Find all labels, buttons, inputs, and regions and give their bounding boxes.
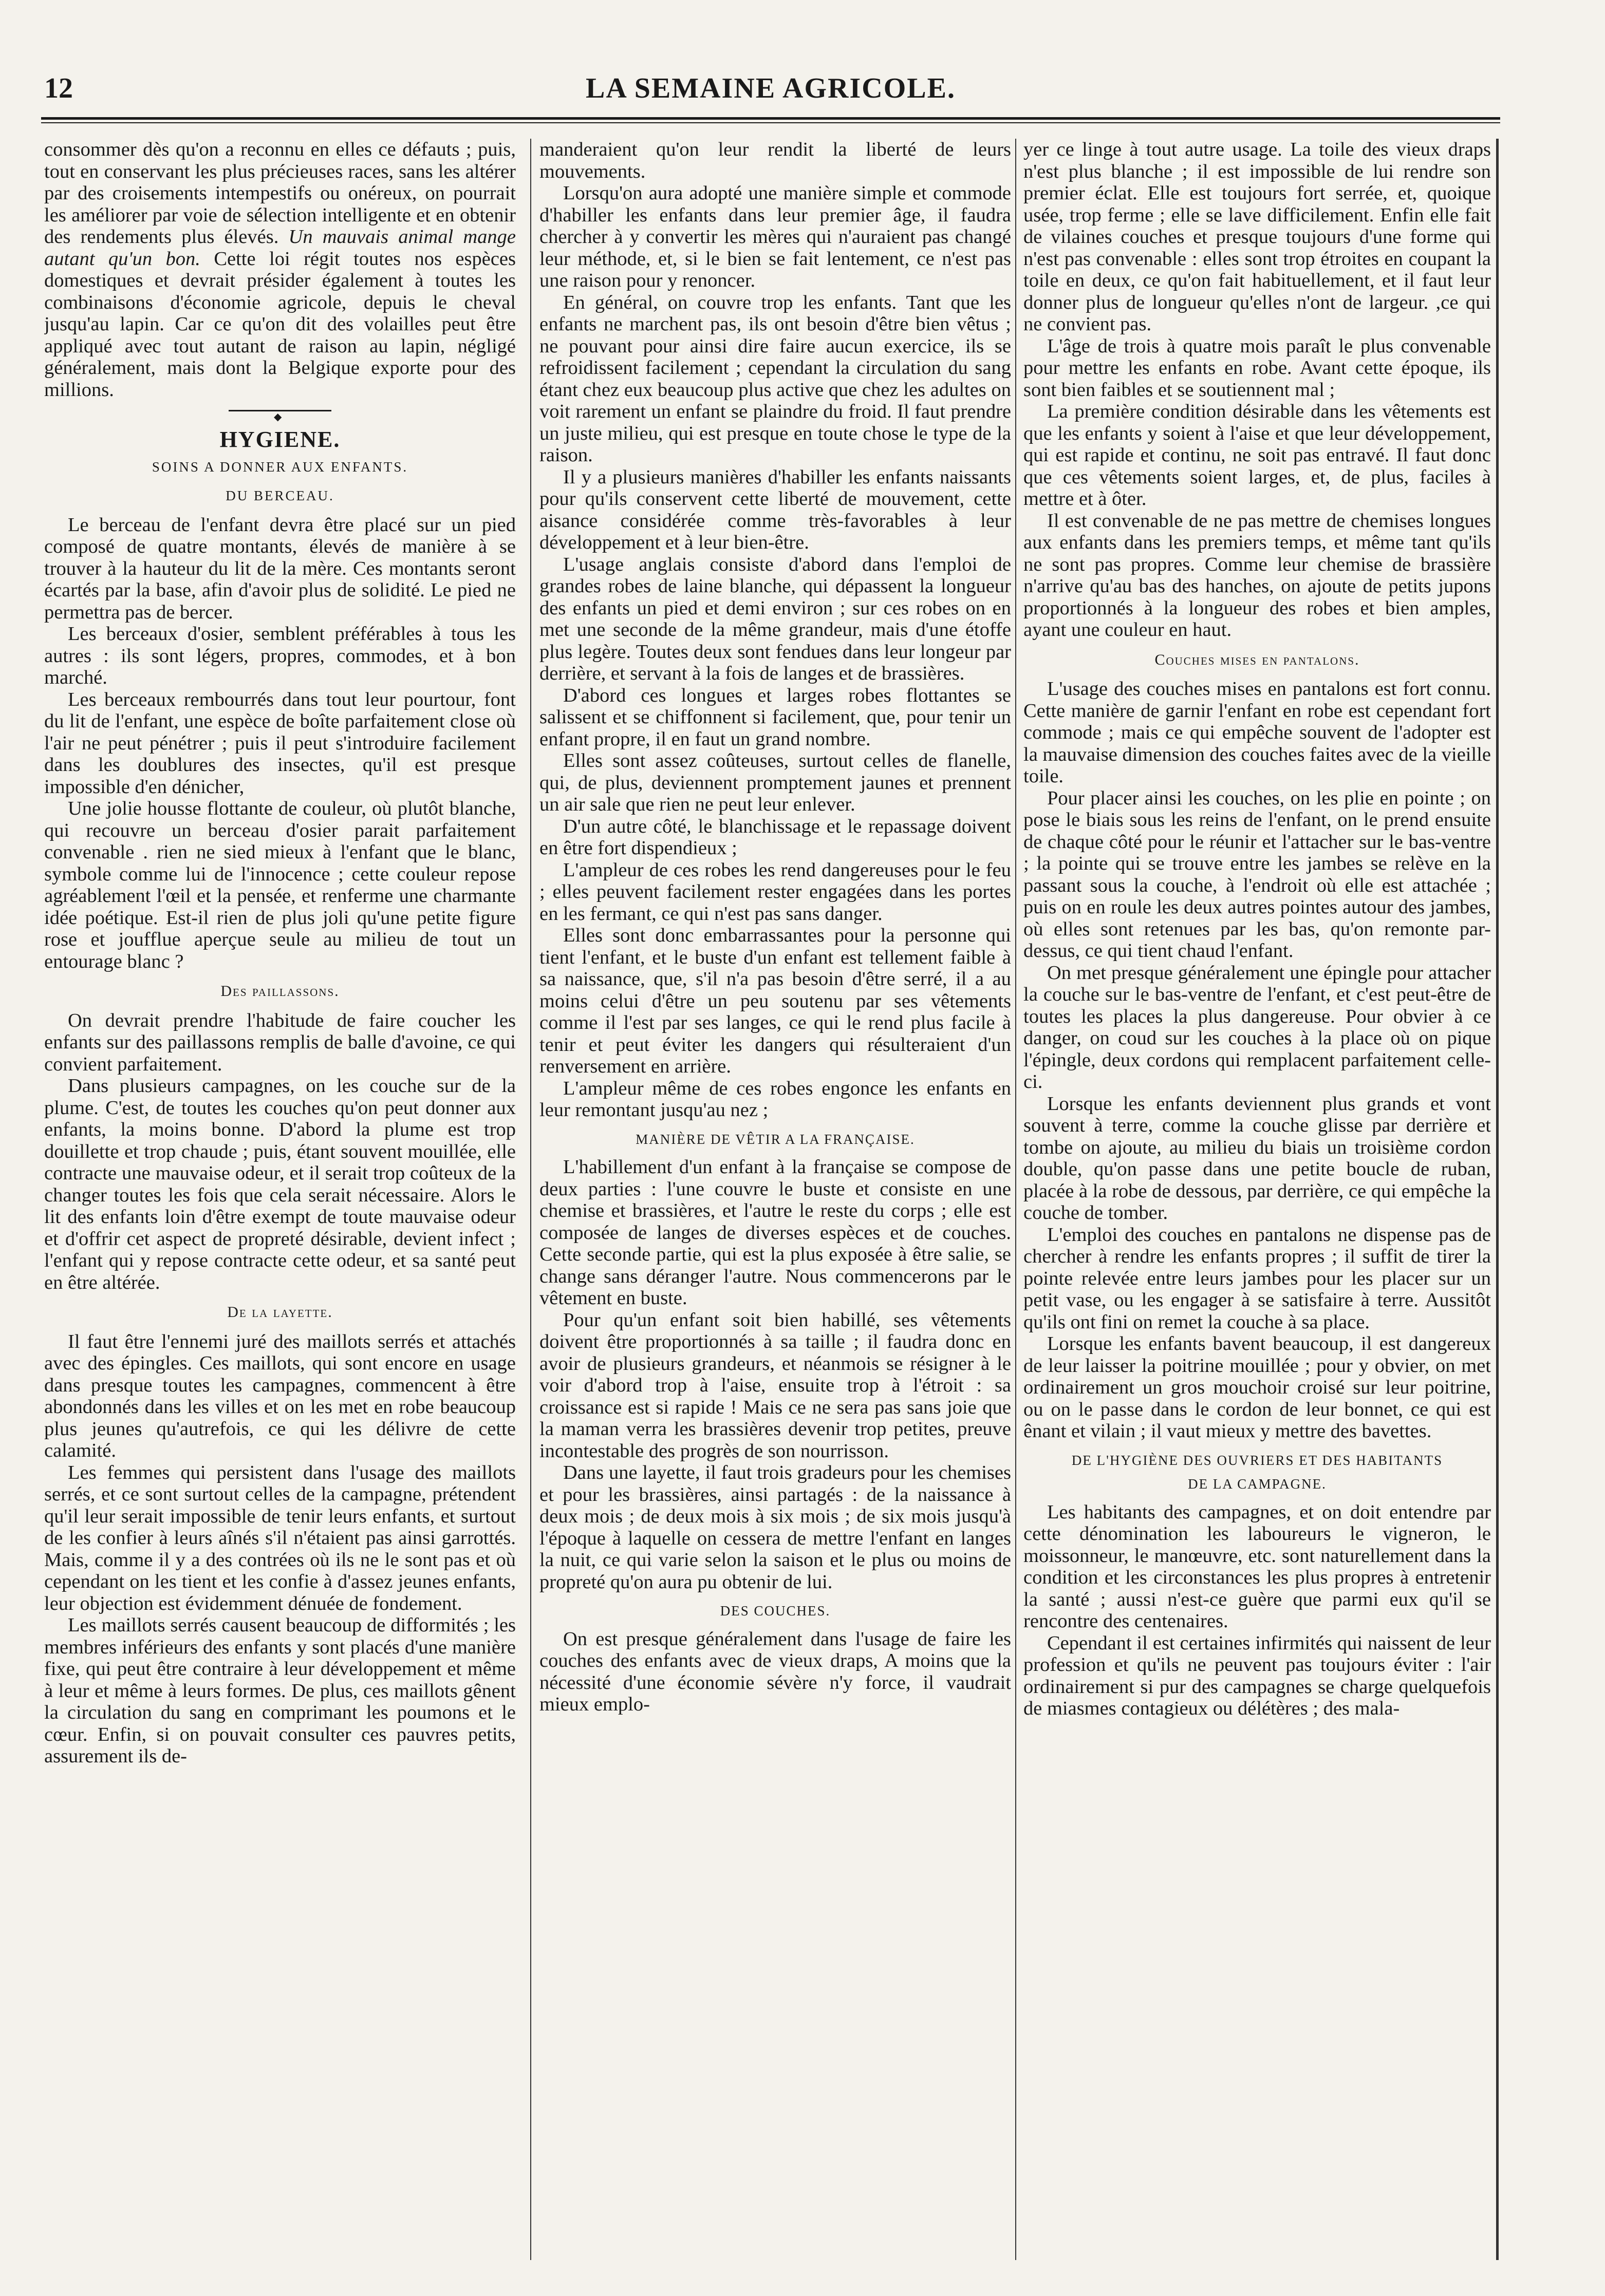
ouvriers-heading-line1: DE L'HYGIÈNE DES OUVRIERS ET DES HABITANTS (1071, 1452, 1443, 1468)
proverb: Un mauvais animal mange autant qu'un bon. (44, 226, 516, 270)
paragraph: D'un autre côté, le blanchissage et le repassage doivent en être fort dispendieux ; (539, 815, 1011, 859)
page-header (41, 72, 1500, 113)
paragraph: L'ampleur même de ces robes engonce les enfants en leur remontant jusqu'au nez ; (539, 1077, 1011, 1121)
paragraph: Cependant il est certaines infirmités qui naissent de leur profession et qu'ils ne peuvent pas toujours éviter : l'air ordinairement si pur des campagnes se charge quelquefois de miasmes contagieux ou délétères ; des mala- (1023, 1632, 1491, 1719)
paragraph: Le berceau de l'enfant devra être placé sur un pied composé de quatre montants, élevés de manière à se trouver à la hauteur du lit de la mère. Ces montants seront écartés par la base, afin d'avoir plus de solidité. Le pied ne permettra pas de bercer. (44, 514, 516, 623)
paragraph: L'habillement d'un enfant à la française se compose de deux parties : l'une couvre le buste et consiste en une chemise et brassières, et l'autre le reste du corps ; elle est composée de langes de diverses espèces et de couches. Cette seconde partie, qui est la plus exposée à être salie, se change sans déranger l'autre. Nous commencerons par le vêtement en buste. (539, 1156, 1011, 1309)
paragraph: D'abord ces longues et larges robes flottantes se salissent et se chiffonnent si facilement, que, pour tenir un enfant propre, il en faut un grand nombre. (539, 684, 1011, 750)
paragraph: Les berceaux rembourrés dans tout leur pourtour, font du lit de l'enfant, une espèce de boîte parfaitement close où l'air ne peut pénétrer ; puis il peut s'introduire facilement dans les doublures des insectes, qu'il est presque impossible d'en dénicher, (44, 688, 516, 798)
column-1 (44, 139, 516, 2270)
masthead-title: LA SEMAINE AGRICOLE. (586, 72, 956, 104)
intro-paragraph: consommer dès qu'on a reconnu en elles ce défauts ; puis, tout en conservant les plus précieuses races, sans les altérer par des croisements intempestifs ou onéreux, on pourrait les améliorer par voie de sélection intelligente et en obtenir des rendements plus élevés. Un mauvais animal mange autant qu'un bon. Cette loi régit toutes nos espèces domestiques et devrait présider également à toutes les combinaisons d'économie agricole, depuis le cheval jusqu'au lapin. Car ce qu'on dit des volailles peut être appliqué avec tout autant de raison au lapin, négligé généralement, mais dont la Belgique exporte pour des millions. (44, 139, 516, 401)
paragraph: Les berceaux d'osier, semblent préférables à tous les autres : ils sont légers, propres, commodes, et à bon marché. (44, 623, 516, 688)
paragraph: Les habitants des campagnes, et on doit entendre par cette dénomination les laboureurs le vigneron, le moissonneur, le manœuvre, etc. sont naturellement dans la condition et les circonstances les plus propres à entretenir la santé ; aussi n'est-ce guère que parmi eux qu'il se rencontre des centenaires. (1023, 1501, 1491, 1632)
page-number: 12 (44, 72, 73, 104)
paragraph: Dans une layette, il faut trois gradeurs pour les chemises et pour les brassières, ainsi partagés : de la naissance à deux mois ; de deux mois à six mois ; de six mois jusqu'à l'époque à laquelle on cessera de mettre l'enfant en langes la nuit, ce qui varie selon la saison et le plus ou moins de propreté qu'on aura pu obtenir de lui. (539, 1462, 1011, 1593)
column-divider-1 (530, 139, 531, 2260)
paragraph: En général, on couvre trop les enfants. Tant que les enfants ne marchent pas, ils ont besoin d'être bien vêtus ; ne pouvant pour ainsi dire faire aucun exercice, ils se refroidissent facilement ; cependant la circulation du sang étant chez eux beaucoup plus active que chez les adultes on voit rarement un enfant se plaindre du froid. Il faut prendre un juste milieu, qui est presque en toute chose le type de la raison. (539, 291, 1011, 466)
paragraph: Pour qu'un enfant soit bien habillé, ses vêtements doivent être proportionnés à sa taille ; il faudra donc en avoir de plusieurs grandeurs, et néanmois se résigner à le voir d'abord trop à l'aise, ensuite trop à l'étroit : sa croissance est si rapide ! Mais ce ne sera pas sans joie que la maman verra les brassières devenir trop petites, preuve incontestable des progrès de son nourrisson. (539, 1309, 1011, 1462)
paragraph: Lorsque les enfants bavent beaucoup, il est dangereux de leur laisser la poitrine mouillée ; pour y obvier, on met ordinairement un gros mouchoir croisé sur leur poitrine, ou on le passe dans le cordon de leur bonnet, ce qui est ênant et vilain ; il vaut mieux y mettre des bavettes. (1023, 1333, 1491, 1442)
paragraph: Il est convenable de ne pas mettre de chemises longues aux enfants dans les premiers temps, et même tant qu'ils ne sont pas propres. Comme leur chemise de brassière n'arrive qu'au bas des hanches, on ajoute de petits jupons proportionnés à la longueur des robes et bien amples, ayant une couleur en haut. (1023, 510, 1491, 641)
paragraph: Les femmes qui persistent dans l'usage des maillots serrés, et ce sont surtout celles de la campagne, prétendent qu'il leur serait impossible de tenir leurs enfants, et surtout de les confier à leurs aînés s'il n'étaient pas ainsi garrottés. Mais, comme il y a des contrées où ils ne le sont pas et où cependant on les tient et les confie à d'assez jeunes enfants, leur objection est évidemment dénuée de fondement. (44, 1461, 516, 1614)
paragraph: Il faut être l'ennemi juré des maillots serrés et attachés avec des épingles. Ces maillots, qui sont encore en usage dans presque toutes les campagnes, commencent à être abondonnés dans les villes et on les met en robe beaucoup plus jeunes qu'autrefois, ce qui les délivre de cette calamité. (44, 1330, 516, 1461)
paragraph: yer ce linge à tout autre usage. La toile des vieux draps n'est plus blanche ; il est impossible de lui rendre son premier éclat. Elle est toujours fort serrée, et, quoique usée, trop ferme ; elle se lave difficilement. Enfin elle fait de vilaines couches et presque toujours d'une forme qui n'est pas convenable : elles sont trop étroites en coupant la toile en deux, ce qu'on fait habituellement, et il faut leur donner plus de longueur qu'elles n'ont de largeur. ,ce qui ne convient pas. (1023, 139, 1491, 335)
paragraph: Elles sont assez coûteuses, surtout celles de flanelle, qui, de plus, deviennent promptement jaunes et prennent un air sale que rien ne peut leur enlever. (539, 750, 1011, 815)
francaise-heading: MANIÈRE DE VÊTIR A LA FRANÇAISE. (636, 1131, 915, 1147)
layette-heading: De la layette. (227, 1304, 333, 1321)
section-separator: ◆ (229, 410, 331, 417)
paragraph: Pour placer ainsi les couches, on les plie en pointe ; on pose le biais sous les reins de l'enfant, on le prend ensuite de chaque côté pour le réunir et l'attacher sur le bas-ventre ; la pointe qui se trouve entre les jambes se relève en la passant sous la couche, à l'endroit où elle est attachée ; puis on en roule les deux autres pointes autour des jambes, où elles sont retenues par les bas, qu'on remonte par-dessus, ce qui tient chaud l'enfant. (1023, 787, 1491, 962)
paillassons-heading: Des paillassons. (220, 983, 340, 1000)
paragraph: L'âge de trois à quatre mois paraît le plus convenable pour mettre les enfants en robe. Avant cette époque, ils sont bien faibles et se soutiennent mal ; (1023, 335, 1491, 401)
paragraph: On met presque généralement une épingle pour attacher la couche sur le bas-ventre de l'enfant, et c'est peut-être de toutes les places la plus dangereuse. Pour obvier à ce danger, on coud sur les couches à la place où on pique l'épingle, deux cordons qui remplacent parfaitement celle-ci. (1023, 962, 1491, 1093)
paragraph: Lorsqu'on aura adopté une manière simple et commode d'habiller les enfants dans leur premier âge, il faudra chercher à y convertir les mères qui n'auraient pas changé leur méthode, et, si le bien se fait lentement, ce n'est pas une raison pour y renoncer. (539, 182, 1011, 291)
paragraph: L'emploi des couches en pantalons ne dispense pas de chercher à rendre les enfants propres ; il suffit de tirer la pointe relevée entre leurs jambes pour les placer sur un petit vase, ou les engager à se satisfaire à terre. Aussitôt qu'ils ont fini on remet la couche à sa place. (1023, 1224, 1491, 1333)
pantalons-heading: Couches mises en pantalons. (1154, 651, 1360, 668)
paragraph: La première condition désirable dans les vêtements est que les enfants y soient à l'aise et que leur développement, qui est rapide et continu, ne soit pas entravé. Il faut donc que ces vêtements soient larges, et, de plus, faciles à mettre et à ôter. (1023, 401, 1491, 510)
paragraph: L'ampleur de ces robes les rend dangereuses pour le feu ; elles peuvent facilement rester engagées dans les portes en les fermant, ce qui n'est pas sans danger. (539, 859, 1011, 925)
paragraph: L'usage des couches mises en pantalons est fort connu. Cette manière de garnir l'enfant en robe est cependant fort commode ; mais ce qui empêche souvent de l'adopter est la mauvaise dimension des couches faites avec de la vieille toile. (1023, 678, 1491, 787)
paragraph: manderaient qu'on leur rendit la liberté de leurs mouvements. (539, 139, 1011, 182)
paragraph: On est presque généralement dans l'usage de faire les couches des enfants avec de vieux draps, A moins que la nécessité d'une économie sévère n'y force, il vaudrait mieux emplo- (539, 1628, 1011, 1715)
column-3 (1023, 139, 1491, 2270)
paragraph: On devrait prendre l'habitude de faire coucher les enfants sur des paillassons remplis de balle d'avoine, ce qui convient parfaitement. (44, 1009, 516, 1075)
paragraph: Lorsque les enfants deviennent plus grands et vont souvent à terre, comme la couche glisse par derrière et tombe on ajoute, au milieu du biais un troisième cordon double, qu'on passe dans une petite boucle de ruban, placée à la robe de dessous, par derrière, ce qui empêche la couche de tomber. (1023, 1093, 1491, 1224)
right-border (1496, 139, 1499, 2260)
hygiene-subheading: SOINS A DONNER AUX ENFANTS. (152, 459, 408, 475)
hygiene-heading: HYGIENE. (219, 427, 341, 452)
couches-heading: DES COUCHES. (720, 1603, 831, 1619)
paragraph: Il y a plusieurs manières d'habiller les enfants naissants pour qu'ils conservent cette liberté de mouvement, cette aisance considérée comme très-favorables à leur développement et à leur bien-être. (539, 466, 1011, 553)
column-divider-2 (1015, 139, 1016, 2260)
paragraph: Elles sont donc embarrassantes pour la personne qui tient l'enfant, et le buste d'un enfant est tellement faible à sa naissance, que, s'il n'a pas besoin d'être serré, il a au moins celui d'être un peu soutenu par ses vêtements comme il l'est par ses langes, ce qui le rend plus facile à tenir et peut éviter les dangers qui résulteraient d'un renversement en arrière. (539, 925, 1011, 1077)
ouvriers-heading-line2: DE LA CAMPAGNE. (1188, 1476, 1327, 1492)
header-rule-thick (41, 117, 1500, 120)
paragraph: Une jolie housse flottante de couleur, où plutôt blanche, qui recouvre un berceau d'osier parait parfaitement convenable . rien ne sied mieux à l'enfant que le blanc, symbole comme lui de l'innocence ; cette couleur repose agréablement l'œil et la pensée, et renferme une charmante idée poétique. Est-il rien de plus joli qu'une petite figure rose et joufflue aperçue seule au milieu de tout un entourage blanc ? (44, 798, 516, 972)
paragraph: L'usage anglais consiste d'abord dans l'emploi de grandes robes de laine blanche, qui dépassent la longueur des enfants un pied et demi environ ; sur ces robes on en met une seconde de la même grandeur, mais d'une étoffe plus legère. Toutes deux sont fendues dans leur longeur par derrière, et servant à la fois de langes et de brassières. (539, 553, 1011, 684)
paragraph: Dans plusieurs campagnes, on les couche sur de la plume. C'est, de toutes les couches qu'on peut donner aux enfants, la moins bonne. D'abord la plume est trop douillette et trop chaude ; puis, étant souvent mouillée, elle contracte une mauvaise odeur, et il serait trop coûteux de la changer toutes les fois que cela serait nécessaire. Alors le lit des enfants loin d'être exempt de toute mauvaise odeur et d'offrir cet aspect de propreté désirable, devient infect ; l'enfant qui y repose contracte cette odeur, et sa santé peut en être altérée. (44, 1075, 516, 1293)
header-rule-thin (41, 122, 1500, 123)
column-2 (539, 139, 1011, 2270)
berceau-heading: DU BERCEAU. (226, 488, 334, 503)
paragraph: Les maillots serrés causent beaucoup de difformités ; les membres inférieurs des enfants y sont placés d'une manière fixe, qui peut être contraire à leur développement et même à leur et même à leurs formes. De plus, ces maillots gênent la circulation du sang en comprimant les poumons et le cœur. Enfin, si on pouvait consulter ces pauvres petits, assurement ils de- (44, 1614, 516, 1767)
